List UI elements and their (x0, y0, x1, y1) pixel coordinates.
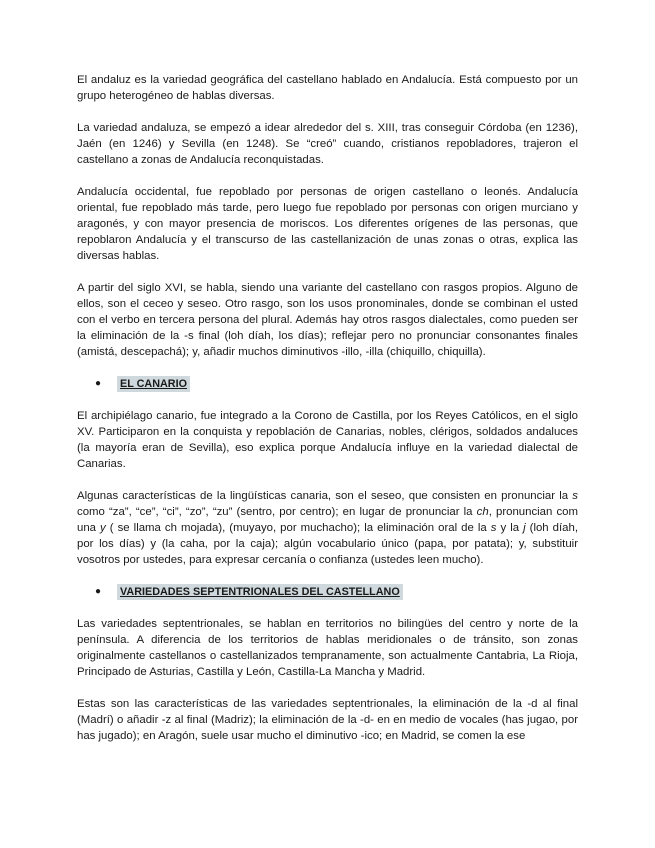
italic-run: ch (476, 506, 489, 518)
italic-run: j (523, 522, 526, 534)
text-run: y la (496, 522, 524, 534)
paragraph-andaluz-origin: La variedad andaluza, se empezó a idear alrededor del s. XIII, tras conseguir Córdoba (en 1236), Jaén (en 1246) y Sevilla (en 1248). Se “creó” cuando, cristianos repobladores, trajeron el castellano a zonas de Andalucía reconquistadas. (77, 122, 578, 166)
section-heading-canario (77, 376, 578, 392)
text-run: Algunas características de la lingüísticas canaria, son el seseo, que consisten en pronunciar la (77, 490, 573, 502)
paragraph-canario-historia: El archipiélago canario, fue integrado a la Corono de Castilla, por los Reyes Católicos, en el siglo XV. Participaron en la conquista y repoblación de Canarias, nobles, clérigos, soldados andaluces (la mayoría eran de Sevilla), eso explica porque Andalucía influye en la variedad dialectal de Canarias. (77, 410, 578, 470)
section-heading-septentrionales (77, 584, 578, 600)
text-run: (loh díah, por los días) y (la caha, por la caja); algún vocabulario único (papa, por patata); y, substituir vosotros por ustedes, para expresar cercanía o confianza (ustedes leen mucho). (77, 522, 579, 566)
paragraph-septentrionales-territorios: Las variedades septentrionales, se hablan en territorios no bilingües del centro y norte de la península. A diferencia de los territorios de hablas meridionales o de tránsito, son zonas originalmente castellanos o castellanizados tempranamente, son actualmente Cantabria, La Rioja, Principado de Asturias, Castilla y León, Castilla-La Mancha y Madrid. (77, 618, 578, 678)
heading-canario-text: EL CANARIO (117, 376, 190, 392)
paragraph-canario-rasgos (77, 488, 578, 568)
paragraph-septentrionales-rasgos: Estas son las características de las variedades septentrionales, la eliminación de la -d al final (Madrí) o añadir -z al final (Madriz); la eliminación de la -d- en en medio de vocales (has jugao, por has jugado); en Aragón, suele usar mucho el diminutivo -ico; en Madrid, se comen la ese (77, 698, 578, 742)
italic-run: s (490, 522, 497, 534)
paragraph-andaluz-rasgos: A partir del siglo XVI, se habla, siendo una variante del castellano con rasgos propios. Alguno de ellos, son el ceceo y seseo. Otro rasgo, son los usos pronominales, donde se combinan el usted con el verbo en tercera persona del plural. Además hay otros rasgos dialectales, como pueden ser la eliminación de la -s final (loh díah, los días); reflejar pero no pronunciar consonantes finales (amistá, descepachá); y, añadir muchos diminutivos -illo, -illa (chiquillo, chiquilla). (77, 282, 578, 358)
paragraph-andaluz-intro: El andaluz es la variedad geográfica del castellano hablado en Andalucía. Está compuesto por un grupo heterogéneo de hablas diversas. (77, 74, 578, 102)
heading-septentrionales-text: VARIEDADES SEPTENTRIONALES DEL CASTELLANO (117, 584, 403, 600)
bullet-icon: ● (95, 586, 102, 597)
text-run: ( se llama ch mojada), (muyayo, por muchacho); la eliminación oral de la (105, 522, 491, 534)
italic-run: s (572, 490, 578, 502)
text-run: , pronuncian com una (77, 506, 578, 534)
text-run: como “za”, “ce”, “ci”, “zo”, “zu” (sentro, por centro); en lugar de pronunciar la (77, 506, 477, 518)
italic-run: y (100, 522, 106, 534)
bullet-icon: ● (95, 378, 102, 389)
paragraph-andaluz-repoblacion: Andalucía occidental, fue repoblado por personas de origen castellano o leonés. Andalucía oriental, fue repoblado más tarde, pero luego fue repoblado por personas con origen murciano y aragonés, y con mayor presencia de moriscos. Los diferentes orígenes de las personas, que repoblaron Andalucía y el transcurso de las castellanización de unas zonas o otras, explica las diversas hablas. (77, 186, 578, 262)
document-page (77, 72, 578, 760)
